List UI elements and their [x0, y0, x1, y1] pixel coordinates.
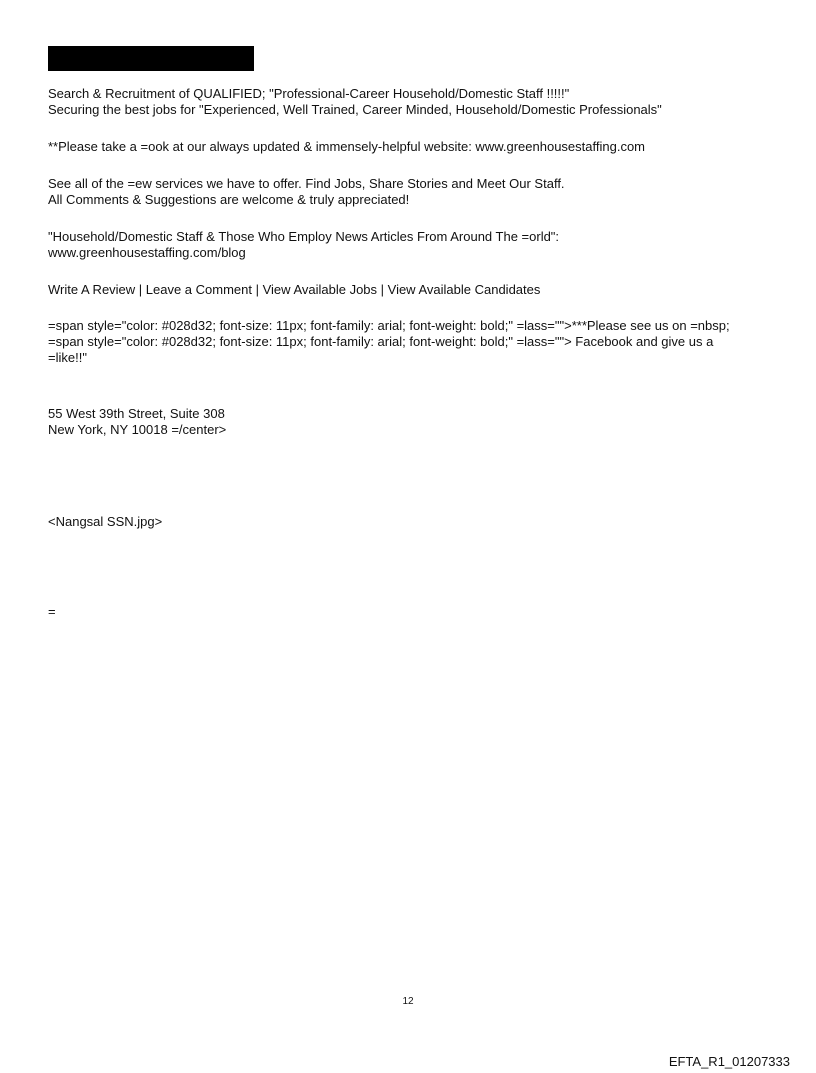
tagline-line-1: Search & Recruitment of QUALIFIED; "Professional-Career Household/Domestic Staff !!!!!" [48, 86, 570, 101]
code-line-1: =span style="color: #028d32; font-size: 11px; font-family: arial; font-weight: bold;" =lass="">***Please see us on =nbsp; [48, 318, 730, 333]
website-note: **Please take a =ook at our always updated & immensely-helpful website: www.greenhousestaffing.com [48, 139, 646, 154]
news-line-1: "Household/Domestic Staff & Those Who Employ News Articles From Around The =orld": [48, 229, 560, 244]
redaction-block [48, 46, 254, 71]
page-number: 12 [402, 996, 414, 1007]
services-line: See all of the =ew services we have to offer. Find Jobs, Share Stories and Meet Our Staff. [48, 176, 565, 191]
trailing-char: = [48, 604, 56, 619]
code-line-2: =span style="color: #028d32; font-size: 11px; font-family: arial; font-weight: bold;" =lass=""> Facebook and give us a [48, 334, 714, 349]
address-line-2: New York, NY 10018 =/center> [48, 422, 227, 437]
address-line-1: 55 West 39th Street, Suite 308 [48, 406, 225, 421]
attachment-placeholder: <Nangsal SSN.jpg> [48, 514, 163, 529]
comments-line: All Comments & Suggestions are welcome & truly appreciated! [48, 192, 410, 207]
links-line: Write A Review | Leave a Comment | View Available Jobs | View Available Candidates [48, 282, 541, 297]
tagline-line-2: Securing the best jobs for "Experienced, Well Trained, Career Minded, Household/Domestic Professionals" [48, 102, 662, 117]
code-line-3: =like!!" [48, 350, 87, 365]
news-line-2: www.greenhousestaffing.com/blog [48, 245, 246, 260]
document-id: EFTA_R1_01207333 [668, 1054, 790, 1069]
